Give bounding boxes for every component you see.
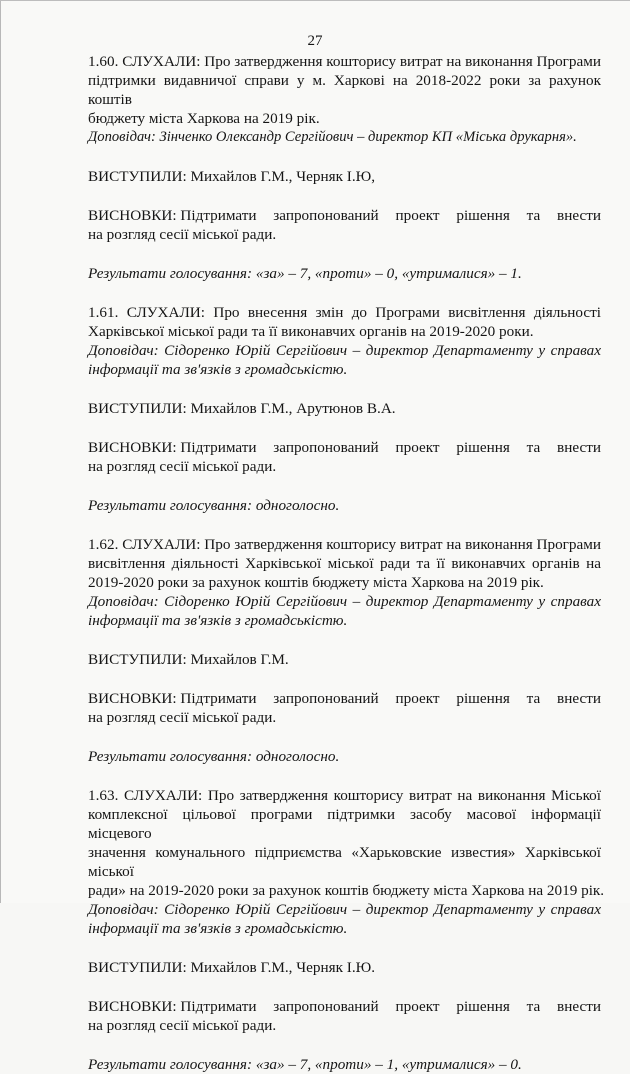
voting-result: Результати голосування: одноголосно. <box>88 748 340 765</box>
heard-line: ради» на 2019-2020 роки за рахунок коштів бюджету міста Харкова на 2019 рік. <box>88 882 605 899</box>
heard-line: 2019-2020 роки за рахунок коштів бюджету міста Харкова на 2019 рік. <box>88 574 544 591</box>
conclusion-word: внести <box>557 439 601 456</box>
conclusion-word: проект <box>395 690 440 707</box>
conclusion-word: проект <box>395 998 440 1015</box>
conclusion-tail: на розгляд сесії міської ради. <box>88 226 277 243</box>
reporter-line: Доповідач: Сідоренко Юрій Сергійович – директор Департаменту у справах <box>88 593 601 610</box>
conclusion-word: ВИСНОВКИ: Підтримати <box>88 207 257 224</box>
conclusion-word: проект <box>395 207 440 224</box>
conclusion-word: рішення <box>456 690 510 707</box>
heard-line: значення комунального підприємства «Харьковские известия» Харківської міської <box>88 844 601 880</box>
conclusion-word: та <box>526 207 541 224</box>
voting-result: Результати голосування: «за» – 7, «проти» – 1, «утрималися» – 0. <box>88 1056 522 1073</box>
agenda-item-1-62 <box>88 535 601 630</box>
conclusion-line <box>88 438 601 457</box>
heard-line: підтримки видавничої справи у м. Харкові на 2018-2022 роки за рахунок коштів <box>88 72 601 108</box>
heard-line: 1.60. СЛУХАЛИ: Про затвердження кошторису витрат на виконання Програми <box>88 53 601 70</box>
conclusion-word: рішення <box>456 207 510 224</box>
conclusion-word: запропонований <box>273 998 379 1015</box>
top-edge <box>0 0 630 1</box>
conclusion-word: запропонований <box>273 690 379 707</box>
conclusion-tail: на розгляд сесії міської ради. <box>88 1017 277 1034</box>
conclusion-line <box>88 206 601 225</box>
conclusion-word: ВИСНОВКИ: Підтримати <box>88 439 257 456</box>
conclusion-word: внести <box>557 690 601 707</box>
page-number: 27 <box>307 33 323 49</box>
scan-edge <box>0 0 1 903</box>
reporter-line: інформації та зв'язків з громадськістю. <box>88 361 348 378</box>
speakers: ВИСТУПИЛИ: Михайлов Г.М., Черняк І.Ю. <box>88 959 376 976</box>
conclusion-word: рішення <box>456 439 510 456</box>
conclusion-word: запропонований <box>273 207 379 224</box>
agenda-item-1-60 <box>88 52 601 147</box>
heard-line: 1.63. СЛУХАЛИ: Про затвердження кошторису витрат на виконання Міської <box>88 787 601 804</box>
conclusion-word: запропонований <box>273 439 379 456</box>
heard-line: комплексної цільової програми підтримки засобу масової інформації місцевого <box>88 806 601 842</box>
conclusion-word: ВИСНОВКИ: Підтримати <box>88 690 257 707</box>
conclusion-word: та <box>526 690 541 707</box>
heard-line: Харківської міської ради та її виконавчих органів на 2019-2020 роки. <box>88 323 534 340</box>
conclusion-word: ВИСНОВКИ: Підтримати <box>88 998 257 1015</box>
heard-line: 1.62. СЛУХАЛИ: Про затвердження кошторису витрат на виконання Програми <box>88 536 601 553</box>
conclusion-line <box>88 997 601 1016</box>
voting-result: Результати голосування: одноголосно. <box>88 497 340 514</box>
conclusion-line <box>88 689 601 708</box>
conclusion-word: внести <box>557 207 601 224</box>
conclusion-word: внести <box>557 998 601 1015</box>
conclusion-word: проект <box>395 439 440 456</box>
heard-line: 1.61. СЛУХАЛИ: Про внесення змін до Програми висвітлення діяльності <box>88 304 601 321</box>
heard-line: бюджету міста Харкова на 2019 рік. <box>88 110 320 127</box>
conclusion-word: рішення <box>456 998 510 1015</box>
reporter-line: Доповідач: Сідоренко Юрій Сергійович – директор Департаменту у справах <box>88 901 601 918</box>
reporter-line: інформації та зв'язків з громадськістю. <box>88 920 348 937</box>
speakers: ВИСТУПИЛИ: Михайлов Г.М., Черняк І.Ю, <box>88 168 376 185</box>
heard-line: висвітлення діяльності Харківської міської ради та її виконавчих органів на <box>88 555 601 572</box>
speakers: ВИСТУПИЛИ: Михайлов Г.М. <box>88 651 289 668</box>
conclusion-tail: на розгляд сесії міської ради. <box>88 709 277 726</box>
document-content <box>88 52 605 1074</box>
voting-result: Результати голосування: «за» – 7, «проти» – 0, «утрималися» – 1. <box>88 265 522 282</box>
agenda-item-1-63 <box>88 786 605 938</box>
reporter-line: інформації та зв'язків з громадськістю. <box>88 612 348 629</box>
agenda-item-1-61 <box>88 303 601 379</box>
reporter-line: Доповідач: Сідоренко Юрій Сергійович – директор Департаменту у справах <box>88 342 601 359</box>
speakers: ВИСТУПИЛИ: Михайлов Г.М., Арутюнов В.А. <box>88 400 396 417</box>
conclusion-word: та <box>526 439 541 456</box>
conclusion-tail: на розгляд сесії міської ради. <box>88 458 277 475</box>
conclusion-word: та <box>526 998 541 1015</box>
reporter: Доповідач: Зінченко Олександр Сергійович – директор КП «Міська друкарня». <box>88 129 577 145</box>
